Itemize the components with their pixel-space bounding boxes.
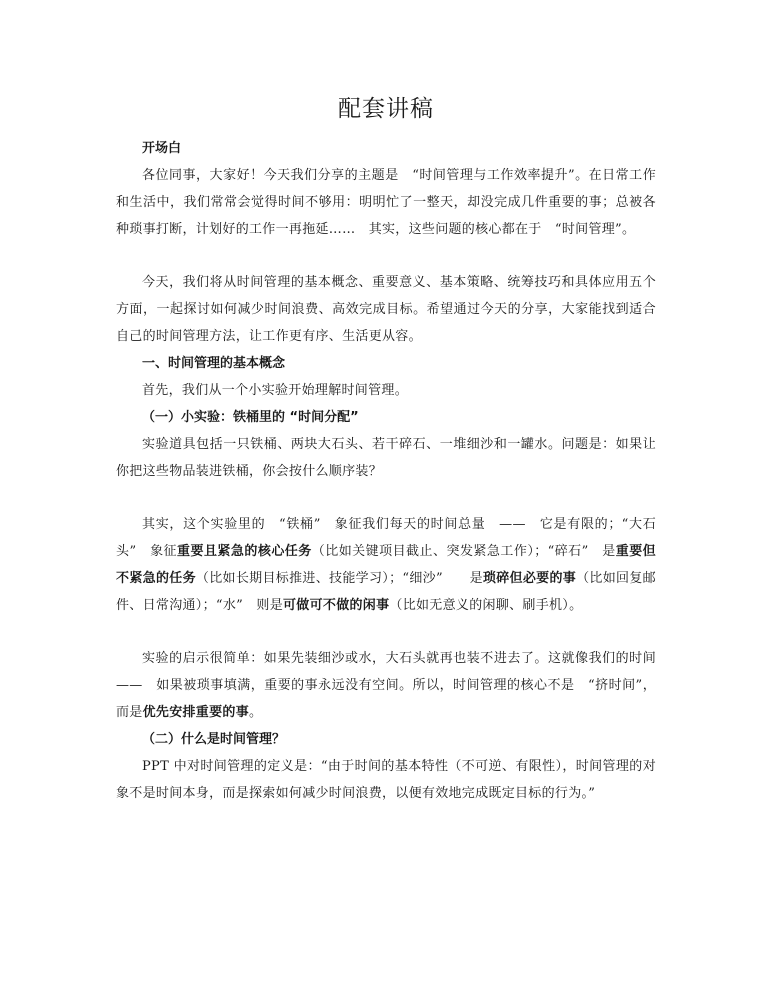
section-1-intro: 首先，我们从一个小实验开始理解时间管理。 — [142, 383, 409, 398]
text-run: （比如长期目标推进、技能学习）；“细沙” 是 — [195, 571, 483, 586]
bold-phrase: 可做可不做的闲事 — [283, 598, 390, 613]
bold-phrase: 优先安排重要的事 — [142, 705, 250, 720]
opening-paragraph-1: 各位同事，大家好！今天我们分享的主题是 “时间管理与工作效率提升”。在日常工作和生活中，我们常常会觉得时间不够用：明明忙了一整天，却没完成几件重要的事；总被各种琐事打断，计划好的工作一再拖延…… 其实，这些问题的核心都在于 “时间管理”。 — [116, 168, 656, 237]
definition-paragraph: PPT 中对时间管理的定义是：“由于时间的基本特性（不可逆、有限性），时间管理的对象不是时间本身，而是探索如何减少时间浪费，以便有效地完成既定目标的行为。” — [116, 759, 656, 801]
bold-phrase: 重要且紧急的核心任务 — [177, 544, 312, 559]
section-1-heading: 一、时间管理的基本概念 — [142, 356, 286, 371]
paragraph-gap — [116, 485, 656, 511]
bold-phrase: 重要但不紧急的任务 — [116, 544, 656, 586]
experiment-paragraph-1: 实验道具包括一只铁桶、两块大石头、若干碎石、一堆细沙和一罐水。问题是：如果让你把这些物品装进铁桶，你会按什么顺序装？ — [116, 437, 656, 479]
text-run: 其实，这个实验里的 “铁桶” 象征我们每天的时间总量 —— 它是有限的；“大石头” 象征 — [116, 517, 656, 559]
text-run: （比如关键项目截止、突发紧急工作）；“碎石” 是 — [311, 544, 616, 559]
page-title: 配套讲稿 — [338, 96, 434, 122]
experiment-paragraph-3 — [116, 645, 670, 726]
text-run: （比如回复邮件、日常沟通）；“水” 则是 — [116, 571, 656, 613]
paragraph-gap — [116, 619, 656, 645]
paragraph-gap — [116, 243, 656, 269]
opening-heading: 开场白 — [142, 141, 182, 156]
experiment-paragraph-2 — [116, 511, 656, 619]
text-run: （比如无意义的闲聊、刷手机）。 — [389, 598, 583, 613]
bold-phrase: 琐碎但必要的事 — [482, 571, 577, 586]
subsection-1-heading: （一）小实验：铁桶里的 “时间分配” — [142, 410, 359, 425]
text-run: 。 — [249, 705, 263, 720]
text-run: 实验的启示很简单：如果先装细沙或水，大石头就再也装不进去了。这就像我们的时间 —— 如果被琐事填满，重要的事永远没有空间。所以，时间管理的核心不是 “挤时间”，而是 — [116, 651, 670, 720]
opening-paragraph-2: 今天，我们将从时间管理的基本概念、重要意义、基本策略、统筹技巧和具体应用五个方面，一起探讨如何减少时间浪费、高效完成目标。希望通过今天的分享，大家能找到适合自己的时间管理方法，让工作更有序、生活更从容。 — [116, 275, 656, 344]
subsection-2-heading: （二）什么是时间管理？ — [142, 732, 286, 747]
